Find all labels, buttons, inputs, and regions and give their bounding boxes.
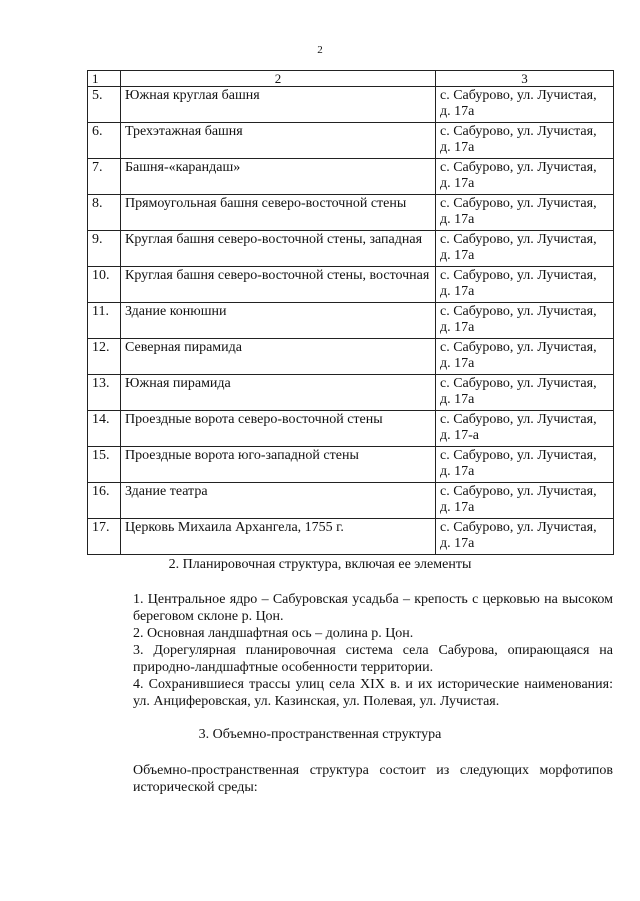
table-row — [88, 303, 614, 339]
header-col-3: 3 — [436, 71, 614, 87]
table-row — [88, 411, 614, 447]
row-number: 10. — [88, 267, 121, 303]
section-3-title: 3. Объемно-пространственная структура — [198, 727, 442, 742]
row-number: 12. — [88, 339, 121, 375]
section-2-item-2-text: 2. Основная ландшафтная ось – долина р. Цон. — [133, 626, 414, 641]
table-row — [88, 231, 614, 267]
object-name: Проездные ворота юго-западной стены — [121, 447, 436, 483]
row-number: 13. — [88, 375, 121, 411]
section-2-item-2 — [87, 625, 613, 642]
table-header-row — [88, 71, 614, 87]
object-name: Трехэтажная башня — [121, 123, 436, 159]
row-number: 17. — [88, 519, 121, 555]
section-2-title: 2. Планировочная структура, включая ее элементы — [168, 557, 472, 572]
row-number: 16. — [88, 483, 121, 519]
table-row — [88, 483, 614, 519]
object-address: с. Сабурово, ул. Лучистая, д. 17а — [436, 447, 614, 483]
table-row — [88, 447, 614, 483]
object-address: с. Сабурово, ул. Лучистая, д. 17-а — [436, 411, 614, 447]
object-name: Круглая башня северо-восточной стены, восточная — [121, 267, 436, 303]
object-address: с. Сабурово, ул. Лучистая, д. 17а — [436, 303, 614, 339]
row-number: 15. — [88, 447, 121, 483]
object-name: Башня-«карандаш» — [121, 159, 436, 195]
section-2-item-3 — [87, 642, 613, 676]
object-name: Церковь Михаила Архангела, 1755 г. — [121, 519, 436, 555]
object-name: Здание театра — [121, 483, 436, 519]
header-col-1: 1 — [88, 71, 121, 87]
section-2-item-4 — [87, 676, 613, 710]
section-2-item-1 — [87, 591, 613, 625]
object-name: Южная пирамида — [121, 375, 436, 411]
table-row — [88, 267, 614, 303]
row-number: 11. — [88, 303, 121, 339]
row-number: 14. — [88, 411, 121, 447]
object-name: Северная пирамида — [121, 339, 436, 375]
heritage-objects-table — [87, 70, 614, 555]
object-address: с. Сабурово, ул. Лучистая, д. 17а — [436, 231, 614, 267]
section-2-item-4-text: 4. Сохранившиеся трассы улиц села XIX в. и их исторические наименования: ул. Анциферовская, ул. Казинская, ул. Полевая, ул. Лучистая. — [133, 677, 613, 709]
section-3-paragraph — [87, 762, 613, 796]
object-address: с. Сабурово, ул. Лучистая, д. 17а — [436, 339, 614, 375]
table-row — [88, 375, 614, 411]
row-number: 9. — [88, 231, 121, 267]
object-address: с. Сабурово, ул. Лучистая, д. 17а — [436, 483, 614, 519]
object-name: Здание конюшни — [121, 303, 436, 339]
table-row — [88, 123, 614, 159]
table-row — [88, 339, 614, 375]
object-name: Круглая башня северо-восточной стены, западная — [121, 231, 436, 267]
row-number: 6. — [88, 123, 121, 159]
object-address: с. Сабурово, ул. Лучистая, д. 17а — [436, 123, 614, 159]
row-number: 8. — [88, 195, 121, 231]
section-2-item-3-text: 3. Дорегулярная планировочная система села Сабурова, опирающаяся на природно-ландшафтные особенности территории. — [133, 643, 613, 675]
table-row — [88, 519, 614, 555]
section-2-item-1-text: 1. Центральное ядро – Сабуровская усадьба – крепость с церковью на высоком береговом склоне р. Цон. — [133, 592, 613, 624]
table-row — [88, 87, 614, 123]
object-address: с. Сабурово, ул. Лучистая, д. 17а — [436, 519, 614, 555]
object-name: Южная круглая башня — [121, 87, 436, 123]
section-3-text: Объемно-пространственная структура состоит из следующих морфотипов исторической среды: — [133, 763, 613, 795]
table-row — [88, 195, 614, 231]
object-name: Проездные ворота северо-восточной стены — [121, 411, 436, 447]
row-number: 5. — [88, 87, 121, 123]
object-address: с. Сабурово, ул. Лучистая, д. 17а — [436, 159, 614, 195]
header-col-2: 2 — [121, 71, 436, 87]
object-address: с. Сабурово, ул. Лучистая, д. 17а — [436, 267, 614, 303]
object-address: с. Сабурово, ул. Лучистая, д. 17а — [436, 375, 614, 411]
table-row — [88, 159, 614, 195]
page-number: 2 — [317, 44, 323, 56]
row-number: 7. — [88, 159, 121, 195]
object-address: с. Сабурово, ул. Лучистая, д. 17а — [436, 195, 614, 231]
object-name: Прямоугольная башня северо-восточной стены — [121, 195, 436, 231]
object-address: с. Сабурово, ул. Лучистая, д. 17а — [436, 87, 614, 123]
